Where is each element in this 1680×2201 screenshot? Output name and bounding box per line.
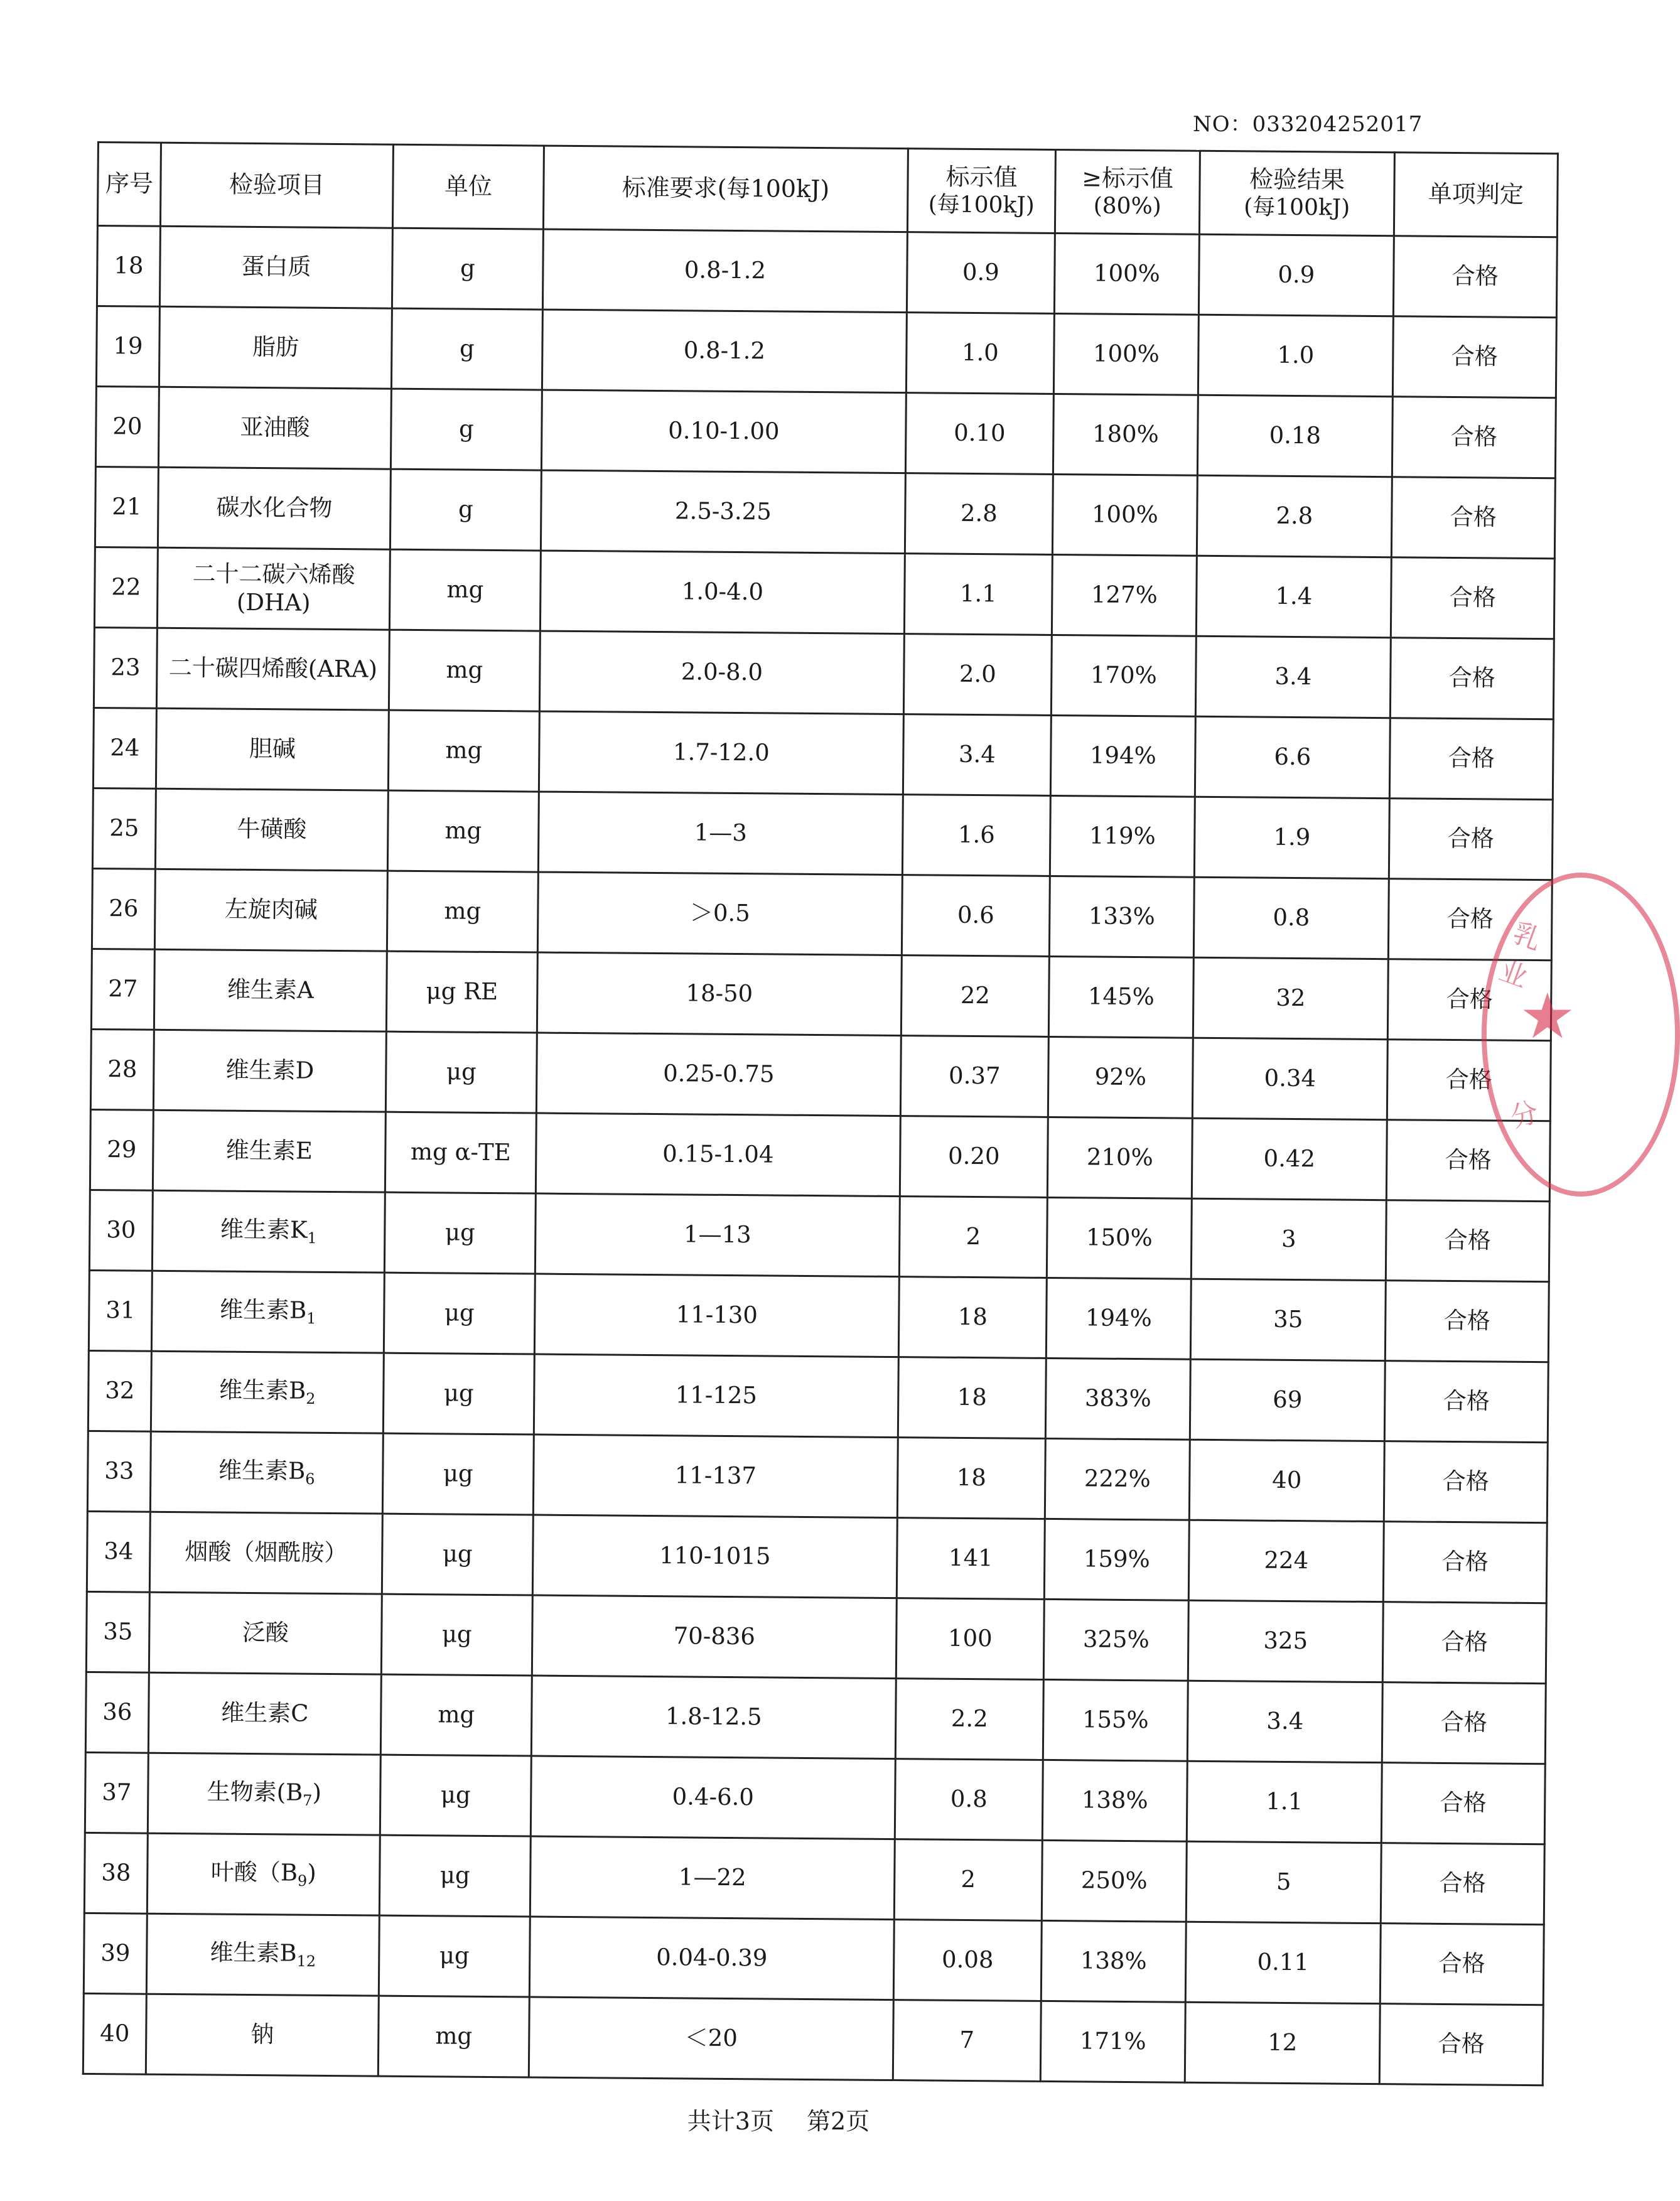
cell-verdict: 合格 (1386, 1200, 1549, 1282)
cell-label-value: 1.6 (902, 795, 1050, 876)
table-row (93, 708, 1553, 799)
table-row (95, 386, 1556, 478)
cell-ratio: 138% (1042, 1760, 1187, 1841)
cell-item (159, 226, 392, 308)
cell-standard: 0.15-1.04 (536, 1113, 900, 1197)
item-name: 维生素B (218, 1376, 306, 1404)
cell-seq: 31 (89, 1270, 152, 1351)
cell-ratio: 100% (1053, 313, 1198, 395)
cell-ratio: 133% (1049, 876, 1194, 957)
item-name: 胆碱 (249, 735, 296, 763)
cell-verdict: 合格 (1389, 718, 1553, 800)
table-row (85, 1672, 1546, 1763)
cell-item (153, 1030, 386, 1112)
table-row (86, 1591, 1546, 1683)
cell-ratio: 171% (1040, 2001, 1185, 2082)
cell-result: 1.4 (1196, 556, 1391, 637)
cell-ratio: 383% (1045, 1358, 1190, 1440)
table-row (94, 547, 1554, 638)
cell-unit: mg α-TE (385, 1112, 536, 1193)
item-subscript: 6 (305, 1470, 315, 1488)
cell-standard: 70-836 (532, 1595, 897, 1679)
table-row (92, 868, 1552, 960)
cell-unit: μg (384, 1192, 536, 1274)
cell-label-value: 2.0 (903, 634, 1052, 716)
item-name: 钠 (250, 2021, 274, 2048)
cell-seq: 21 (95, 466, 158, 547)
cell-result: 5 (1186, 1841, 1381, 1923)
cell-unit: mg (378, 1996, 529, 2077)
item-name: 烟酸（烟酰胺） (185, 1538, 348, 1567)
cell-verdict: 合格 (1391, 477, 1555, 559)
item-name: 二十碳四烯酸(ARA) (168, 654, 378, 683)
cell-item (149, 1592, 382, 1674)
cell-ratio: 150% (1047, 1197, 1192, 1279)
stamp-star-icon: ★ (1519, 979, 1576, 1053)
cell-unit: g (391, 308, 542, 390)
cell-standard: ＞0.5 (537, 872, 902, 955)
cell-unit: μg (381, 1594, 532, 1676)
cell-label-value: 2 (899, 1197, 1047, 1278)
cell-standard: 1—22 (530, 1836, 895, 1920)
cell-result: 3.4 (1187, 1681, 1382, 1762)
cell-seq: 35 (86, 1591, 149, 1672)
cell-verdict: 合格 (1391, 557, 1554, 639)
cell-result: 1.9 (1194, 797, 1389, 878)
cell-unit: mg (380, 1674, 532, 1756)
cell-label-value: 2.8 (905, 473, 1053, 555)
table-body (83, 226, 1557, 2085)
item-name: 左旋肉碱 (224, 895, 318, 924)
table-row (94, 627, 1554, 719)
cell-seq: 40 (83, 1993, 146, 2074)
cell-item (152, 1190, 385, 1273)
cell-unit: mg (388, 710, 539, 792)
item-name-line2: (DHA) (236, 588, 311, 616)
cell-unit: g (390, 469, 541, 551)
item-name: 亚油酸 (240, 414, 310, 441)
header-seq: 序号 (97, 143, 161, 227)
cell-result: 2.8 (1197, 475, 1392, 557)
table-row (90, 1029, 1551, 1121)
cell-unit: μg (385, 1031, 537, 1113)
cell-result: 32 (1193, 957, 1388, 1039)
header-result-main: 检验结果 (1249, 165, 1345, 194)
cell-result: 0.42 (1192, 1118, 1387, 1200)
cell-verdict: 合格 (1381, 1763, 1545, 1844)
cell-seq: 26 (92, 868, 155, 949)
report-number: NO：033204252017 (1193, 112, 1423, 137)
cell-item (150, 1431, 383, 1514)
cell-seq: 25 (92, 788, 156, 869)
stamp-text: 乳业 (1495, 917, 1546, 994)
item-name: 维生素K (220, 1215, 308, 1244)
footer-current-page: 第2页 (807, 2107, 870, 2135)
item-name: 脂肪 (252, 333, 299, 361)
footer-total-pages: 共计3页 (687, 2107, 774, 2135)
header-standard: 标准要求(每100kJ) (543, 146, 908, 232)
cell-ratio: 170% (1051, 635, 1196, 716)
cell-item (149, 1512, 382, 1594)
cell-ratio: 210% (1047, 1117, 1192, 1198)
cell-standard: 0.4-6.0 (530, 1756, 895, 1839)
table-row (87, 1511, 1547, 1603)
cell-standard: 1—13 (535, 1193, 900, 1277)
cell-unit: mg (387, 871, 538, 952)
cell-unit: μg (384, 1273, 535, 1354)
cell-standard: 0.8-1.2 (542, 309, 907, 393)
header-item: 检验项目 (160, 143, 393, 228)
item-name: 维生素B (210, 1939, 297, 1967)
cell-result: 3 (1191, 1198, 1386, 1280)
cell-unit: mg (387, 790, 539, 872)
item-name: 牛磺酸 (237, 815, 307, 843)
cell-standard: 110-1015 (532, 1515, 897, 1598)
cell-item (154, 949, 387, 1031)
cell-result: 40 (1189, 1440, 1384, 1521)
cell-item (158, 467, 390, 549)
cell-seq: 28 (90, 1029, 154, 1110)
cell-seq: 36 (85, 1672, 149, 1753)
cell-item (151, 1351, 384, 1433)
cell-verdict: 合格 (1388, 879, 1552, 961)
cell-result: 0.18 (1197, 395, 1392, 476)
cell-result: 6.6 (1195, 716, 1390, 798)
cell-item (146, 1994, 379, 2076)
cell-verdict: 合格 (1390, 638, 1554, 719)
inspection-table-wrapper (97, 141, 1557, 2075)
inspection-results-table (82, 141, 1559, 2086)
cell-item (154, 869, 387, 951)
cell-unit: μg (382, 1514, 533, 1595)
cell-ratio: 127% (1052, 554, 1197, 636)
cell-verdict: 合格 (1384, 1441, 1548, 1523)
cell-verdict: 合格 (1382, 1602, 1546, 1684)
item-suffix: ) (307, 1859, 316, 1886)
cell-seq: 24 (93, 708, 156, 788)
cell-verdict: 合格 (1382, 1682, 1546, 1764)
item-name: 蛋白质 (241, 253, 311, 281)
cell-label-value: 100 (896, 1598, 1044, 1680)
header-unit: 单位 (392, 144, 544, 229)
cell-verdict: 合格 (1379, 2004, 1543, 2085)
header-ratio-main: ≥标示值 (1081, 163, 1174, 193)
cell-standard: 1.0-4.0 (540, 551, 905, 634)
cell-seq: 37 (85, 1752, 148, 1833)
cell-verdict: 合格 (1385, 1281, 1549, 1362)
table-row (92, 788, 1553, 880)
page-footer (0, 2102, 1557, 2136)
cell-ratio: 100% (1054, 233, 1199, 315)
cell-seq: 32 (88, 1350, 151, 1431)
cell-label-value: 3.4 (903, 714, 1051, 796)
cell-result: 1.1 (1187, 1761, 1382, 1843)
cell-label-value: 0.20 (900, 1116, 1048, 1198)
cell-unit: μg (383, 1353, 534, 1434)
cell-unit: g (392, 228, 543, 309)
cell-ratio: 92% (1048, 1036, 1193, 1118)
cell-seq: 38 (84, 1832, 148, 1913)
header-result-sub: (每100kJ) (1244, 194, 1350, 221)
table-row (83, 1993, 1543, 2085)
cell-label-value: 0.08 (893, 1920, 1042, 2001)
cell-seq: 34 (87, 1511, 150, 1592)
cell-result: 1.0 (1198, 315, 1393, 396)
cell-verdict: 合格 (1384, 1361, 1548, 1443)
cell-item (157, 547, 390, 630)
cell-result: 325 (1188, 1600, 1383, 1682)
cell-label-value: 0.10 (905, 393, 1053, 475)
table-row (87, 1431, 1548, 1522)
item-name: 碳水化合物 (216, 493, 333, 522)
cell-label-value: 1.1 (904, 554, 1052, 635)
cell-label-value: 0.8 (895, 1759, 1043, 1841)
cell-verdict: 合格 (1389, 799, 1553, 880)
cell-seq: 30 (89, 1190, 153, 1271)
cell-ratio: 180% (1053, 394, 1198, 475)
cell-seq: 39 (83, 1913, 147, 1994)
cell-verdict: 合格 (1387, 1040, 1551, 1121)
cell-result: 35 (1190, 1279, 1386, 1360)
cell-label-value: 22 (901, 955, 1049, 1037)
table-row (97, 226, 1557, 318)
red-seal-stamp (1482, 873, 1680, 1197)
cell-label-value: 0.37 (900, 1036, 1048, 1117)
item-name: 维生素D (225, 1056, 315, 1085)
cell-result: 0.9 (1198, 234, 1394, 316)
header-label-value (907, 149, 1055, 234)
item-name: 二十二碳六烯酸 (192, 560, 355, 589)
cell-ratio: 155% (1043, 1679, 1188, 1761)
cell-unit: g (390, 389, 542, 470)
cell-label-value: 0.9 (907, 232, 1055, 314)
cell-ratio: 250% (1042, 1840, 1187, 1922)
item-subscript: 2 (306, 1389, 316, 1408)
cell-label-value: 18 (897, 1438, 1045, 1519)
table-row (88, 1350, 1548, 1442)
cell-seq: 23 (94, 627, 157, 708)
cell-ratio: 159% (1044, 1519, 1189, 1600)
cell-item (159, 306, 392, 389)
cell-result: 0.34 (1192, 1038, 1387, 1119)
cell-standard: 1—3 (538, 792, 903, 875)
cell-standard: 0.10-1.00 (541, 390, 906, 473)
item-name: 叶酸（B (210, 1858, 298, 1886)
table-row (89, 1270, 1549, 1362)
item-name: 泛酸 (242, 1619, 289, 1647)
table-row (89, 1190, 1549, 1281)
item-name: 维生素B (219, 1296, 307, 1324)
cell-label-value: 1.0 (906, 313, 1054, 394)
cell-ratio: 194% (1046, 1278, 1191, 1359)
header-ratio-sub: (80%) (1093, 193, 1161, 220)
cell-ratio: 138% (1041, 1920, 1186, 2002)
table-row (96, 306, 1556, 398)
header-ratio (1055, 149, 1200, 234)
cell-standard: 0.8-1.2 (542, 229, 907, 313)
item-name: 生物素(B (207, 1778, 303, 1806)
cell-verdict: 合格 (1392, 397, 1556, 478)
cell-unit: μg RE (386, 951, 537, 1033)
item-name: 维生素C (221, 1699, 309, 1728)
cell-seq: 19 (96, 306, 159, 387)
cell-seq: 22 (94, 547, 158, 628)
cell-result: 3.4 (1195, 636, 1391, 718)
cell-standard: 18-50 (537, 952, 902, 1036)
cell-item (158, 387, 391, 469)
cell-standard: ＜20 (529, 1997, 893, 2080)
cell-item (153, 1110, 385, 1192)
item-subscript: 7 (303, 1791, 313, 1810)
table-row (83, 1913, 1544, 2005)
cell-unit: mg (389, 549, 541, 631)
header-label-value-main: 标示值 (945, 163, 1018, 191)
item-subscript: 9 (297, 1871, 308, 1890)
cell-item (156, 628, 389, 710)
cell-verdict: 合格 (1392, 316, 1556, 398)
table-row (95, 466, 1555, 558)
stamp-text-lower: 分 (1507, 1096, 1543, 1134)
cell-unit: μg (379, 1915, 530, 1997)
cell-item (148, 1753, 380, 1835)
cell-verdict: 合格 (1381, 1843, 1544, 1925)
item-subscript: 12 (296, 1952, 316, 1971)
cell-unit: μg (379, 1835, 530, 1917)
cell-label-value: 2.2 (895, 1679, 1043, 1760)
cell-item (155, 788, 388, 871)
cell-item (147, 1833, 380, 1915)
cell-item (156, 708, 389, 790)
cell-standard: 0.25-0.75 (536, 1033, 901, 1116)
cell-standard: 1.7-12.0 (539, 711, 903, 795)
cell-seq: 20 (95, 386, 159, 467)
item-subscript: 1 (306, 1309, 316, 1328)
cell-verdict: 合格 (1383, 1522, 1547, 1603)
cell-unit: mg (389, 630, 540, 711)
cell-standard: 2.0-8.0 (539, 631, 904, 714)
cell-ratio: 194% (1050, 715, 1195, 797)
cell-label-value: 141 (897, 1518, 1045, 1600)
cell-standard: 1.8-12.5 (531, 1676, 896, 1759)
cell-seq: 27 (91, 949, 154, 1030)
item-subscript: 1 (307, 1229, 317, 1247)
cell-result: 0.8 (1193, 877, 1389, 959)
cell-item (148, 1672, 381, 1755)
cell-seq: 18 (97, 226, 160, 307)
table-row (85, 1752, 1545, 1844)
cell-result: 12 (1185, 2002, 1380, 2084)
cell-unit: μg (380, 1755, 531, 1836)
cell-item (146, 1913, 379, 1996)
cell-label-value: 18 (898, 1277, 1047, 1359)
table-row (84, 1832, 1544, 1924)
cell-result: 224 (1188, 1520, 1384, 1601)
table-header-row (97, 143, 1558, 237)
item-name: 维生素E (225, 1136, 313, 1165)
cell-verdict: 合格 (1386, 1120, 1550, 1202)
cell-label-value: 2 (894, 1839, 1042, 1921)
cell-ratio: 222% (1045, 1438, 1190, 1520)
cell-verdict: 合格 (1393, 236, 1557, 318)
cell-item (151, 1271, 384, 1353)
table-row (90, 1109, 1550, 1201)
table-row (91, 949, 1551, 1040)
cell-ratio: 119% (1050, 795, 1195, 877)
cell-standard: 2.5-3.25 (541, 470, 905, 554)
cell-standard: 11-125 (534, 1354, 898, 1438)
cell-result: 69 (1190, 1359, 1385, 1441)
cell-verdict: 合格 (1380, 1924, 1544, 2005)
cell-ratio: 100% (1052, 474, 1197, 556)
cell-seq: 29 (90, 1109, 153, 1190)
cell-result: 0.11 (1185, 1922, 1381, 2003)
header-verdict: 单项判定 (1394, 153, 1558, 237)
cell-seq: 33 (87, 1431, 151, 1512)
header-label-value-sub: (每100kJ) (928, 191, 1035, 218)
cell-standard: 11-137 (533, 1434, 898, 1518)
cell-ratio: 145% (1048, 956, 1193, 1038)
cell-label-value: 0.6 (902, 875, 1050, 957)
cell-label-value: 7 (893, 2000, 1041, 2082)
header-result (1199, 151, 1394, 235)
cell-unit: μg (382, 1433, 534, 1515)
item-suffix: ) (312, 1779, 322, 1806)
item-name: 维生素A (227, 976, 314, 1004)
item-name: 维生素B (218, 1456, 306, 1485)
cell-standard: 0.04-0.39 (529, 1917, 894, 2000)
cell-standard: 11-130 (534, 1274, 899, 1357)
cell-verdict: 合格 (1387, 959, 1551, 1041)
cell-label-value: 18 (898, 1357, 1046, 1439)
cell-ratio: 325% (1043, 1599, 1188, 1681)
